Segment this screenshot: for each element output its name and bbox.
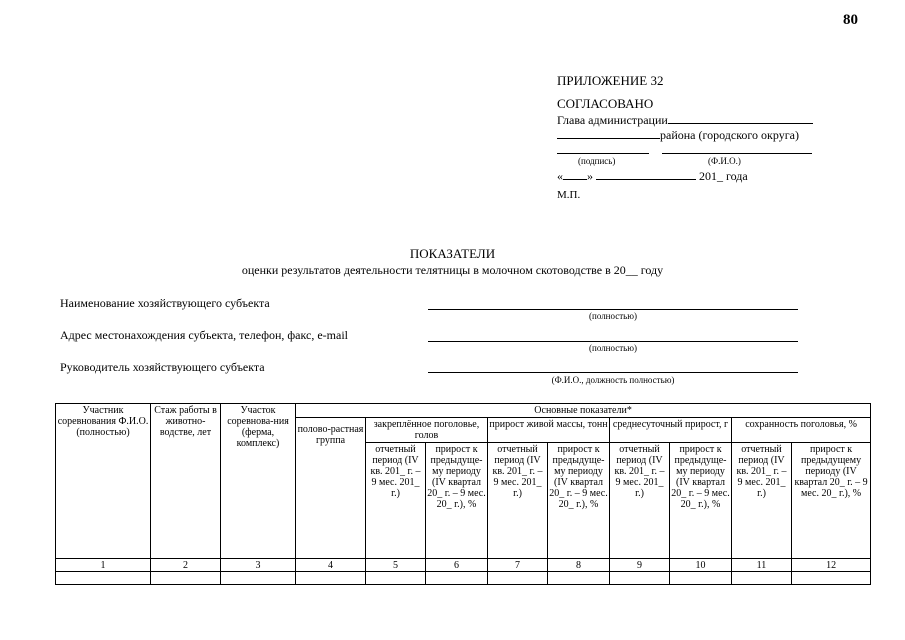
day-blank <box>563 168 587 180</box>
district-blank <box>557 127 660 139</box>
district-label: района (городского округа) <box>660 128 799 142</box>
entity-name-label: Наименование хозяйствующего субъекта <box>60 296 270 310</box>
address-caption: (полностью) <box>589 343 637 353</box>
col-number-1: 1 <box>56 559 151 572</box>
document-title: ПОКАЗАТЕЛИ <box>409 246 496 261</box>
manager-line <box>428 372 798 373</box>
district-line <box>557 127 799 143</box>
manager-caption: (Ф.И.О., должность полностью) <box>551 375 675 385</box>
address-line <box>428 341 798 342</box>
head-admin-label: Глава администрации <box>557 113 668 127</box>
fio-caption: (Ф.И.О.) <box>708 156 741 166</box>
col-number-3: 3 <box>221 559 296 572</box>
indicators-table <box>55 403 871 585</box>
stamp-label: М.П. <box>557 189 581 201</box>
col-number-2: 2 <box>151 559 221 572</box>
head-admin-blank <box>668 112 813 124</box>
col-site: Участок соревнова-ния (ферма, комплекс) <box>221 404 296 559</box>
group-daily-gain: среднесуточный прирост, г <box>610 418 732 443</box>
col-number-5: 5 <box>366 559 426 572</box>
signature-blank <box>557 153 649 154</box>
col-number-11: 11 <box>732 559 792 572</box>
head-admin-line <box>557 112 813 128</box>
table-cell <box>426 572 488 585</box>
month-blank <box>596 168 696 180</box>
col-participant: Участник соревнования Ф.И.О. (полностью) <box>56 404 151 559</box>
daily-growth: прирост к предыдуще-му периоду (IV квартал 20_ г. – 9 мес. 20_ г.), % <box>670 443 732 559</box>
col-number-12: 12 <box>792 559 871 572</box>
year-label: 201_ года <box>699 169 748 183</box>
weight-growth: прирост к предыдуще-му периоду (IV квартал 20_ г. – 9 мес. 20_ г.), % <box>548 443 610 559</box>
weight-period: отчетный период (IV кв. 201_ г. – 9 мес. 201_ г.) <box>488 443 548 559</box>
page-number: 80 <box>843 12 858 28</box>
table-cell <box>610 572 670 585</box>
approved-label: СОГЛАСОВАНО <box>557 96 654 111</box>
herd-growth: прирост к предыдуще-му периоду (IV квартал 20_ г. – 9 мес. 20_ г.), % <box>426 443 488 559</box>
col-experience: Стаж работы в животно-водстве, лет <box>151 404 221 559</box>
daily-period: отчетный период (IV кв. 201_ г. – 9 мес. 201_ г.) <box>610 443 670 559</box>
main-indicators-header: Основные показатели* <box>296 404 871 418</box>
table-cell <box>548 572 610 585</box>
group-survival: сохранность поголовья, % <box>732 418 871 443</box>
group-herd: закреплённое поголовье, голов <box>366 418 488 443</box>
fio-blank <box>662 153 812 154</box>
entity-name-line <box>428 309 798 310</box>
appendix-number: ПРИЛОЖЕНИЕ 32 <box>557 73 664 88</box>
manager-label: Руководитель хозяйствующего субъекта <box>60 360 265 374</box>
table-cell <box>488 572 548 585</box>
col-age-group: полово-растная группа <box>296 418 366 559</box>
col-number-6: 6 <box>426 559 488 572</box>
table-cell <box>792 572 871 585</box>
entity-name-caption: (полностью) <box>589 311 637 321</box>
col-number-9: 9 <box>610 559 670 572</box>
document-subtitle: оценки результатов деятельности телятницы в молочном скотоводстве в 20__ году <box>241 263 664 277</box>
table-cell <box>296 572 366 585</box>
signature-lines <box>557 145 812 155</box>
col-number-10: 10 <box>670 559 732 572</box>
date-line <box>557 168 748 184</box>
table-cell <box>151 572 221 585</box>
table-cell <box>221 572 296 585</box>
table-cell <box>670 572 732 585</box>
empty-data-row <box>56 572 871 585</box>
signature-caption: (подпись) <box>578 156 616 166</box>
col-number-4: 4 <box>296 559 366 572</box>
col-number-7: 7 <box>488 559 548 572</box>
survival-growth: прирост к предыдущему периоду (IV квартал 20_ г. – 9 мес. 20_ г.), % <box>792 443 871 559</box>
survival-period: отчетный период (IV кв. 201_ г. – 9 мес. 201_ г.) <box>732 443 792 559</box>
address-label: Адрес местонахождения субъекта, телефон, факс, e-mail <box>60 328 349 342</box>
table-cell <box>56 572 151 585</box>
table-cell <box>366 572 426 585</box>
date-quote-close: » <box>587 169 593 183</box>
column-numbers-row <box>56 559 871 572</box>
group-weight-gain: прирост живой массы, тонн <box>488 418 610 443</box>
col-number-8: 8 <box>548 559 610 572</box>
table-cell <box>732 572 792 585</box>
date-quote-open: « <box>557 169 563 183</box>
herd-period: отчетный период (IV кв. 201_ г. – 9 мес. 201_ г.) <box>366 443 426 559</box>
